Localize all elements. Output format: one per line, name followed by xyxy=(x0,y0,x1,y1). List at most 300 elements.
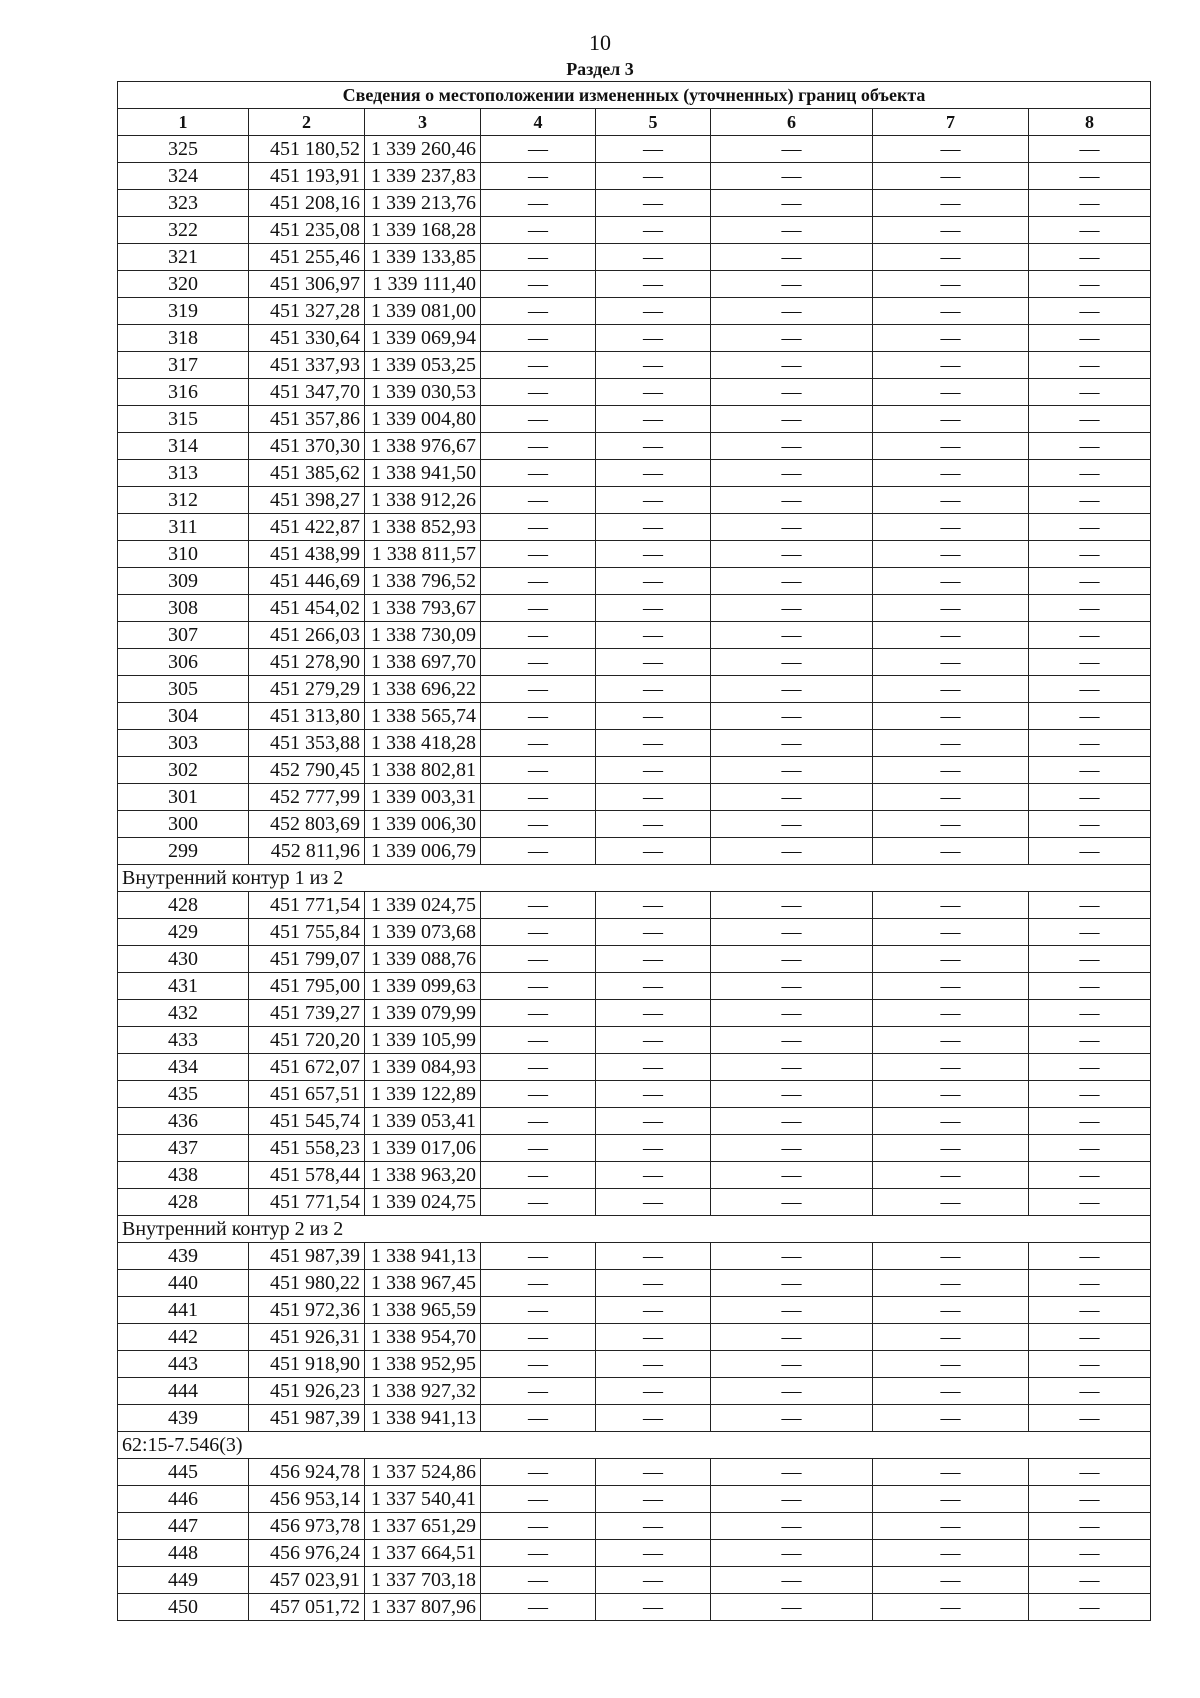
empty-value-col-5: — xyxy=(596,136,711,163)
empty-value-col-8: — xyxy=(1029,919,1151,946)
empty-value-col-8: — xyxy=(1029,1459,1151,1486)
empty-value-col-4: — xyxy=(481,757,596,784)
empty-value-col-4: — xyxy=(481,271,596,298)
coordinate-y: 1 337 540,41 xyxy=(365,1486,481,1513)
empty-value-col-7: — xyxy=(873,1567,1029,1594)
empty-value-col-4: — xyxy=(481,622,596,649)
empty-value-col-4: — xyxy=(481,1081,596,1108)
empty-value-col-4: — xyxy=(481,433,596,460)
empty-value-col-8: — xyxy=(1029,973,1151,1000)
table-row xyxy=(118,487,1151,514)
empty-value-col-4: — xyxy=(481,730,596,757)
contour-label-row xyxy=(118,1216,1151,1243)
empty-value-col-6: — xyxy=(711,1135,873,1162)
empty-value-col-5: — xyxy=(596,433,711,460)
coordinate-x: 451 266,03 xyxy=(249,622,365,649)
coordinate-y: 1 339 079,99 xyxy=(365,1000,481,1027)
empty-value-col-7: — xyxy=(873,1513,1029,1540)
empty-value-col-6: — xyxy=(711,1081,873,1108)
coordinate-y: 1 339 069,94 xyxy=(365,325,481,352)
point-number: 442 xyxy=(118,1324,249,1351)
empty-value-col-4: — xyxy=(481,1567,596,1594)
point-number: 441 xyxy=(118,1297,249,1324)
coordinate-y: 1 338 963,20 xyxy=(365,1162,481,1189)
empty-value-col-4: — xyxy=(481,1378,596,1405)
empty-value-col-6: — xyxy=(711,514,873,541)
point-number: 321 xyxy=(118,244,249,271)
empty-value-col-4: — xyxy=(481,838,596,865)
empty-value-col-6: — xyxy=(711,379,873,406)
coordinate-x: 451 446,69 xyxy=(249,568,365,595)
empty-value-col-4: — xyxy=(481,946,596,973)
empty-value-col-5: — xyxy=(596,784,711,811)
table-row xyxy=(118,622,1151,649)
table-row xyxy=(118,163,1151,190)
empty-value-col-4: — xyxy=(481,1243,596,1270)
point-number: 311 xyxy=(118,514,249,541)
coordinate-x: 451 578,44 xyxy=(249,1162,365,1189)
empty-value-col-6: — xyxy=(711,136,873,163)
coordinate-y: 1 339 053,41 xyxy=(365,1108,481,1135)
point-number: 301 xyxy=(118,784,249,811)
contour-label-row xyxy=(118,1432,1151,1459)
coordinate-x: 451 918,90 xyxy=(249,1351,365,1378)
empty-value-col-7: — xyxy=(873,1270,1029,1297)
empty-value-col-7: — xyxy=(873,595,1029,622)
empty-value-col-7: — xyxy=(873,406,1029,433)
empty-value-col-7: — xyxy=(873,568,1029,595)
point-number: 447 xyxy=(118,1513,249,1540)
empty-value-col-7: — xyxy=(873,1027,1029,1054)
table-body xyxy=(118,82,1151,1621)
empty-value-col-5: — xyxy=(596,1081,711,1108)
table-row xyxy=(118,838,1151,865)
empty-value-col-6: — xyxy=(711,1270,873,1297)
coordinate-y: 1 339 133,85 xyxy=(365,244,481,271)
empty-value-col-5: — xyxy=(596,1351,711,1378)
empty-value-col-7: — xyxy=(873,163,1029,190)
empty-value-col-4: — xyxy=(481,1351,596,1378)
coordinate-x: 451 739,27 xyxy=(249,1000,365,1027)
empty-value-col-8: — xyxy=(1029,271,1151,298)
table-row xyxy=(118,595,1151,622)
table-row xyxy=(118,1567,1151,1594)
coordinate-x: 451 313,80 xyxy=(249,703,365,730)
empty-value-col-7: — xyxy=(873,811,1029,838)
empty-value-col-8: — xyxy=(1029,406,1151,433)
empty-value-col-6: — xyxy=(711,892,873,919)
coordinate-y: 1 337 524,86 xyxy=(365,1459,481,1486)
column-number-1: 1 xyxy=(118,109,249,136)
empty-value-col-5: — xyxy=(596,1270,711,1297)
empty-value-col-5: — xyxy=(596,1324,711,1351)
empty-value-col-4: — xyxy=(481,973,596,1000)
empty-value-col-4: — xyxy=(481,1513,596,1540)
coordinate-y: 1 338 954,70 xyxy=(365,1324,481,1351)
empty-value-col-6: — xyxy=(711,1459,873,1486)
empty-value-col-7: — xyxy=(873,622,1029,649)
table-row xyxy=(118,1378,1151,1405)
column-number-2: 2 xyxy=(249,109,365,136)
empty-value-col-5: — xyxy=(596,217,711,244)
empty-value-col-7: — xyxy=(873,784,1029,811)
coordinate-x: 451 657,51 xyxy=(249,1081,365,1108)
coordinate-x: 451 208,16 xyxy=(249,190,365,217)
empty-value-col-7: — xyxy=(873,487,1029,514)
empty-value-col-6: — xyxy=(711,1000,873,1027)
empty-value-col-7: — xyxy=(873,217,1029,244)
table-row xyxy=(118,1297,1151,1324)
coordinate-x: 451 926,31 xyxy=(249,1324,365,1351)
point-number: 439 xyxy=(118,1405,249,1432)
table-row xyxy=(118,1459,1151,1486)
point-number: 445 xyxy=(118,1459,249,1486)
table-row xyxy=(118,541,1151,568)
empty-value-col-7: — xyxy=(873,325,1029,352)
coordinate-y: 1 338 941,50 xyxy=(365,460,481,487)
empty-value-col-8: — xyxy=(1029,163,1151,190)
coordinate-y: 1 337 651,29 xyxy=(365,1513,481,1540)
empty-value-col-4: — xyxy=(481,1297,596,1324)
empty-value-col-5: — xyxy=(596,1000,711,1027)
table-row xyxy=(118,757,1151,784)
empty-value-col-5: — xyxy=(596,1486,711,1513)
coordinate-x: 457 023,91 xyxy=(249,1567,365,1594)
empty-value-col-4: — xyxy=(481,514,596,541)
empty-value-col-8: — xyxy=(1029,568,1151,595)
point-number: 448 xyxy=(118,1540,249,1567)
empty-value-col-5: — xyxy=(596,919,711,946)
empty-value-col-6: — xyxy=(711,190,873,217)
table-row xyxy=(118,1189,1151,1216)
table-row xyxy=(118,514,1151,541)
empty-value-col-8: — xyxy=(1029,892,1151,919)
column-number-7: 7 xyxy=(873,109,1029,136)
empty-value-col-5: — xyxy=(596,190,711,217)
coordinate-y: 1 338 967,45 xyxy=(365,1270,481,1297)
empty-value-col-5: — xyxy=(596,379,711,406)
coordinate-x: 451 398,27 xyxy=(249,487,365,514)
empty-value-col-6: — xyxy=(711,1027,873,1054)
empty-value-col-4: — xyxy=(481,784,596,811)
empty-value-col-7: — xyxy=(873,1351,1029,1378)
empty-value-col-5: — xyxy=(596,946,711,973)
coordinate-y: 1 339 168,28 xyxy=(365,217,481,244)
empty-value-col-8: — xyxy=(1029,1351,1151,1378)
empty-value-col-5: — xyxy=(596,892,711,919)
table-row xyxy=(118,298,1151,325)
coordinate-y: 1 339 003,31 xyxy=(365,784,481,811)
empty-value-col-6: — xyxy=(711,703,873,730)
coordinate-x: 451 454,02 xyxy=(249,595,365,622)
empty-value-col-8: — xyxy=(1029,1567,1151,1594)
empty-value-col-6: — xyxy=(711,298,873,325)
coordinate-x: 451 987,39 xyxy=(249,1243,365,1270)
empty-value-col-7: — xyxy=(873,1297,1029,1324)
point-number: 305 xyxy=(118,676,249,703)
point-number: 310 xyxy=(118,541,249,568)
empty-value-col-6: — xyxy=(711,838,873,865)
empty-value-col-7: — xyxy=(873,1108,1029,1135)
empty-value-col-5: — xyxy=(596,1054,711,1081)
contour-label: Внутренний контур 2 из 2 xyxy=(118,1216,1151,1243)
table-row xyxy=(118,1351,1151,1378)
empty-value-col-8: — xyxy=(1029,1378,1151,1405)
empty-value-col-5: — xyxy=(596,676,711,703)
empty-value-col-7: — xyxy=(873,433,1029,460)
empty-value-col-4: — xyxy=(481,1189,596,1216)
empty-value-col-6: — xyxy=(711,1189,873,1216)
coordinate-x: 451 980,22 xyxy=(249,1270,365,1297)
point-number: 319 xyxy=(118,298,249,325)
table-row xyxy=(118,568,1151,595)
coordinate-x: 456 976,24 xyxy=(249,1540,365,1567)
point-number: 428 xyxy=(118,892,249,919)
empty-value-col-6: — xyxy=(711,433,873,460)
coordinate-y: 1 339 081,00 xyxy=(365,298,481,325)
coordinate-x: 456 953,14 xyxy=(249,1486,365,1513)
empty-value-col-5: — xyxy=(596,703,711,730)
column-number-5: 5 xyxy=(596,109,711,136)
coordinate-y: 1 339 004,80 xyxy=(365,406,481,433)
coordinate-y: 1 339 084,93 xyxy=(365,1054,481,1081)
empty-value-col-8: — xyxy=(1029,433,1151,460)
table-row xyxy=(118,676,1151,703)
empty-value-col-7: — xyxy=(873,136,1029,163)
empty-value-col-7: — xyxy=(873,298,1029,325)
coordinate-y: 1 338 912,26 xyxy=(365,487,481,514)
empty-value-col-4: — xyxy=(481,1054,596,1081)
coordinate-y: 1 338 697,70 xyxy=(365,649,481,676)
empty-value-col-5: — xyxy=(596,1297,711,1324)
coordinate-x: 451 422,87 xyxy=(249,514,365,541)
empty-value-col-5: — xyxy=(596,1594,711,1621)
empty-value-col-4: — xyxy=(481,1405,596,1432)
empty-value-col-4: — xyxy=(481,217,596,244)
empty-value-col-4: — xyxy=(481,1027,596,1054)
table-title-row xyxy=(118,82,1151,109)
coordinate-x: 451 771,54 xyxy=(249,892,365,919)
point-number: 317 xyxy=(118,352,249,379)
empty-value-col-7: — xyxy=(873,460,1029,487)
empty-value-col-8: — xyxy=(1029,217,1151,244)
table-row xyxy=(118,325,1151,352)
empty-value-col-6: — xyxy=(711,460,873,487)
table-row xyxy=(118,730,1151,757)
empty-value-col-7: — xyxy=(873,1324,1029,1351)
empty-value-col-7: — xyxy=(873,946,1029,973)
point-number: 316 xyxy=(118,379,249,406)
empty-value-col-8: — xyxy=(1029,784,1151,811)
empty-value-col-6: — xyxy=(711,1054,873,1081)
empty-value-col-5: — xyxy=(596,1540,711,1567)
empty-value-col-6: — xyxy=(711,406,873,433)
empty-value-col-7: — xyxy=(873,271,1029,298)
point-number: 438 xyxy=(118,1162,249,1189)
empty-value-col-7: — xyxy=(873,1459,1029,1486)
empty-value-col-8: — xyxy=(1029,487,1151,514)
boundary-coordinates-table xyxy=(117,81,1151,1621)
empty-value-col-5: — xyxy=(596,1135,711,1162)
empty-value-col-7: — xyxy=(873,541,1029,568)
empty-value-col-8: — xyxy=(1029,1189,1151,1216)
table-row xyxy=(118,784,1151,811)
empty-value-col-6: — xyxy=(711,541,873,568)
empty-value-col-8: — xyxy=(1029,1162,1151,1189)
coordinate-y: 1 337 664,51 xyxy=(365,1540,481,1567)
empty-value-col-4: — xyxy=(481,136,596,163)
point-number: 430 xyxy=(118,946,249,973)
empty-value-col-8: — xyxy=(1029,811,1151,838)
empty-value-col-8: — xyxy=(1029,1027,1151,1054)
table-row xyxy=(118,406,1151,433)
column-number-6: 6 xyxy=(711,109,873,136)
empty-value-col-5: — xyxy=(596,352,711,379)
empty-value-col-4: — xyxy=(481,244,596,271)
empty-value-col-4: — xyxy=(481,352,596,379)
coordinate-x: 451 180,52 xyxy=(249,136,365,163)
empty-value-col-6: — xyxy=(711,730,873,757)
coordinate-x: 451 353,88 xyxy=(249,730,365,757)
table-row xyxy=(118,1162,1151,1189)
table-row xyxy=(118,217,1151,244)
empty-value-col-7: — xyxy=(873,1162,1029,1189)
table-row xyxy=(118,1108,1151,1135)
empty-value-col-8: — xyxy=(1029,1594,1151,1621)
table-row xyxy=(118,1540,1151,1567)
table-row xyxy=(118,946,1151,973)
table-row xyxy=(118,1243,1151,1270)
table-row xyxy=(118,1027,1151,1054)
point-number: 302 xyxy=(118,757,249,784)
empty-value-col-6: — xyxy=(711,595,873,622)
empty-value-col-4: — xyxy=(481,649,596,676)
contour-label-row xyxy=(118,865,1151,892)
coordinate-y: 1 338 796,52 xyxy=(365,568,481,595)
empty-value-col-7: — xyxy=(873,1081,1029,1108)
coordinate-x: 451 330,64 xyxy=(249,325,365,352)
coordinate-y: 1 338 730,09 xyxy=(365,622,481,649)
empty-value-col-7: — xyxy=(873,1540,1029,1567)
table-row xyxy=(118,244,1151,271)
empty-value-col-5: — xyxy=(596,406,711,433)
empty-value-col-5: — xyxy=(596,1027,711,1054)
empty-value-col-5: — xyxy=(596,1189,711,1216)
point-number: 307 xyxy=(118,622,249,649)
empty-value-col-7: — xyxy=(873,973,1029,1000)
point-number: 436 xyxy=(118,1108,249,1135)
empty-value-col-6: — xyxy=(711,271,873,298)
empty-value-col-4: — xyxy=(481,1162,596,1189)
empty-value-col-6: — xyxy=(711,676,873,703)
empty-value-col-5: — xyxy=(596,271,711,298)
coordinate-y: 1 338 927,32 xyxy=(365,1378,481,1405)
empty-value-col-5: — xyxy=(596,811,711,838)
point-number: 432 xyxy=(118,1000,249,1027)
empty-value-col-7: — xyxy=(873,1054,1029,1081)
empty-value-col-7: — xyxy=(873,1135,1029,1162)
empty-value-col-6: — xyxy=(711,1513,873,1540)
empty-value-col-8: — xyxy=(1029,730,1151,757)
empty-value-col-5: — xyxy=(596,1108,711,1135)
empty-value-col-8: — xyxy=(1029,1108,1151,1135)
table-row xyxy=(118,1594,1151,1621)
empty-value-col-6: — xyxy=(711,1351,873,1378)
empty-value-col-8: — xyxy=(1029,1243,1151,1270)
empty-value-col-8: — xyxy=(1029,757,1151,784)
empty-value-col-7: — xyxy=(873,919,1029,946)
empty-value-col-8: — xyxy=(1029,703,1151,730)
coordinate-x: 451 926,23 xyxy=(249,1378,365,1405)
empty-value-col-4: — xyxy=(481,1459,596,1486)
coordinate-y: 1 337 703,18 xyxy=(365,1567,481,1594)
coordinate-y: 1 338 418,28 xyxy=(365,730,481,757)
table-row xyxy=(118,1513,1151,1540)
empty-value-col-5: — xyxy=(596,730,711,757)
empty-value-col-4: — xyxy=(481,811,596,838)
empty-value-col-6: — xyxy=(711,811,873,838)
coordinate-x: 456 924,78 xyxy=(249,1459,365,1486)
coordinate-y: 1 338 952,95 xyxy=(365,1351,481,1378)
empty-value-col-5: — xyxy=(596,487,711,514)
coordinate-y: 1 339 105,99 xyxy=(365,1027,481,1054)
table-row xyxy=(118,892,1151,919)
empty-value-col-5: — xyxy=(596,757,711,784)
coordinate-x: 451 337,93 xyxy=(249,352,365,379)
coordinate-x: 452 777,99 xyxy=(249,784,365,811)
coordinate-x: 451 327,28 xyxy=(249,298,365,325)
table-row xyxy=(118,1405,1151,1432)
table-row xyxy=(118,352,1151,379)
empty-value-col-5: — xyxy=(596,1378,711,1405)
empty-value-col-8: — xyxy=(1029,541,1151,568)
table-row xyxy=(118,271,1151,298)
coordinate-x: 451 720,20 xyxy=(249,1027,365,1054)
empty-value-col-6: — xyxy=(711,487,873,514)
empty-value-col-4: — xyxy=(481,1540,596,1567)
empty-value-col-8: — xyxy=(1029,1270,1151,1297)
coordinate-x: 451 799,07 xyxy=(249,946,365,973)
coordinate-y: 1 339 073,68 xyxy=(365,919,481,946)
empty-value-col-4: — xyxy=(481,163,596,190)
point-number: 313 xyxy=(118,460,249,487)
empty-value-col-6: — xyxy=(711,1594,873,1621)
empty-value-col-8: — xyxy=(1029,190,1151,217)
empty-value-col-5: — xyxy=(596,163,711,190)
empty-value-col-5: — xyxy=(596,595,711,622)
empty-value-col-6: — xyxy=(711,1567,873,1594)
table-row xyxy=(118,1324,1151,1351)
empty-value-col-5: — xyxy=(596,568,711,595)
empty-value-col-7: — xyxy=(873,838,1029,865)
section-title: Раздел 3 xyxy=(566,59,634,79)
point-number: 446 xyxy=(118,1486,249,1513)
empty-value-col-6: — xyxy=(711,244,873,271)
table-row xyxy=(118,1081,1151,1108)
coordinate-x: 452 803,69 xyxy=(249,811,365,838)
empty-value-col-5: — xyxy=(596,325,711,352)
point-number: 323 xyxy=(118,190,249,217)
coordinate-y: 1 338 793,67 xyxy=(365,595,481,622)
empty-value-col-6: — xyxy=(711,622,873,649)
point-number: 435 xyxy=(118,1081,249,1108)
coordinate-y: 1 339 260,46 xyxy=(365,136,481,163)
coordinate-x: 451 545,74 xyxy=(249,1108,365,1135)
coordinate-x: 451 278,90 xyxy=(249,649,365,676)
coordinate-x: 457 051,72 xyxy=(249,1594,365,1621)
coordinate-x: 451 558,23 xyxy=(249,1135,365,1162)
coordinate-y: 1 339 006,79 xyxy=(365,838,481,865)
